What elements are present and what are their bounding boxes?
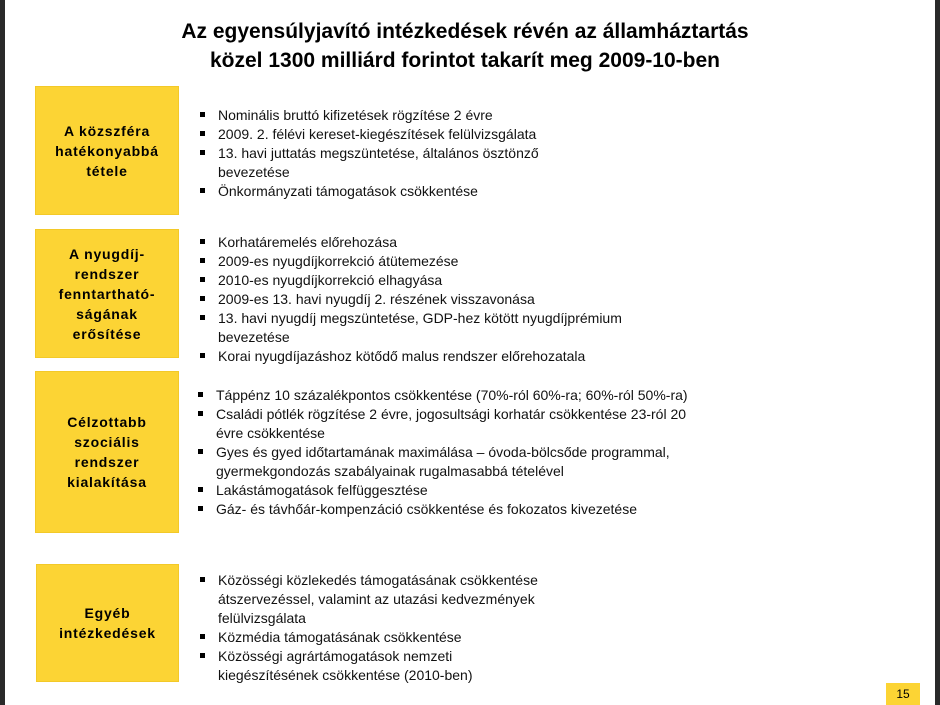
list-item: Korhatáremelés előrehozása: [200, 233, 800, 252]
category-label-line: rendszer: [74, 454, 140, 470]
category-label-line: szociális: [74, 434, 140, 450]
list-item: Közmédia támogatásának csökkentése: [200, 628, 760, 647]
list-item: 2009-es 13. havi nyugdíj 2. részének visszavonása: [200, 290, 800, 309]
list-item: 2009. 2. félévi kereset-kiegészítések felülvizsgálata: [200, 125, 800, 144]
list-item: Lakástámogatások felfüggesztése: [198, 481, 818, 500]
list-item: Táppénz 10 százalékpontos csökkentése (70%-ról 60%-ra; 60%-ról 50%-ra): [198, 386, 818, 405]
category-label-line: kialakítása: [67, 474, 147, 490]
slide-title-line-2: közel 1300 milliárd forintot takarít meg 2009-10-ben: [209, 49, 720, 72]
list-item: 13. havi nyugdíj megszüntetése, GDP-hez kötött nyugdíjprémium bevezetése: [200, 309, 800, 347]
category-label-line: hatékonyabbá: [55, 142, 159, 159]
list-item: Gyes és gyed időtartamának maximálása – óvoda-bölcsőde programmal, gyermekgondozás szabályainak rugalmasabbá tételével: [198, 443, 818, 481]
category-label-line: tétele: [86, 162, 128, 179]
category-label-line: Egyéb: [84, 605, 131, 621]
category-box-other-measures: [36, 564, 179, 682]
category-label-line: A közszféra: [63, 122, 151, 139]
page-number-badge: 15: [886, 683, 920, 705]
list-item: Közösségi közlekedés támogatásának csökkentése átszervezéssel, valamint az utazási kedvezmények felülvizsgálata: [200, 571, 760, 628]
list-item: Családi pótlék rögzítése 2 évre, jogosultsági korhatár csökkentése 23-ról 20 évre csökkentése: [198, 405, 818, 443]
list-item: Korai nyugdíjazáshoz kötődő malus rendszer előrehozatala: [200, 347, 800, 366]
list-item: Nominális bruttó kifizetések rögzítése 2 évre: [200, 106, 800, 125]
measures-list-other-measures: [200, 571, 760, 685]
list-item: 13. havi juttatás megszüntetése, általános ösztönző bevezetése: [200, 144, 800, 182]
category-label-line: rendszer: [74, 265, 140, 282]
category-label-line: fenntartható-: [58, 285, 156, 302]
slide-title-line-1: Az egyensúlyjavító intézkedések révén az államháztartás: [181, 20, 749, 43]
list-item: Közösségi agrártámogatások nemzeti kiegészítésének csökkentése (2010-ben): [200, 647, 760, 685]
category-box-social-system: [35, 371, 179, 533]
measures-list-public-sector: [200, 106, 800, 201]
category-label-line: ságának: [76, 305, 138, 322]
category-label-line: A nyugdíj-: [69, 245, 145, 262]
category-box-public-sector: [35, 86, 179, 215]
measures-list-pension-system: [200, 233, 800, 366]
category-label-line: erősítése: [72, 325, 142, 342]
measures-list-social-system: [198, 386, 818, 519]
list-item: Önkormányzati támogatások csökkentése: [200, 182, 800, 201]
slide-title: [60, 17, 870, 75]
list-item: Gáz- és távhőár-kompenzáció csökkentése és fokozatos kivezetése: [198, 500, 818, 519]
list-item: 2010-es nyugdíjkorrekció elhagyása: [200, 271, 800, 290]
right-edge-bar: [935, 0, 940, 705]
left-edge-bar: [0, 0, 5, 705]
list-item: 2009-es nyugdíjkorrekció átütemezése: [200, 252, 800, 271]
category-label-line: Célzottabb: [67, 414, 147, 430]
category-box-pension-system: [35, 229, 179, 358]
category-label-line: intézkedések: [59, 625, 156, 641]
